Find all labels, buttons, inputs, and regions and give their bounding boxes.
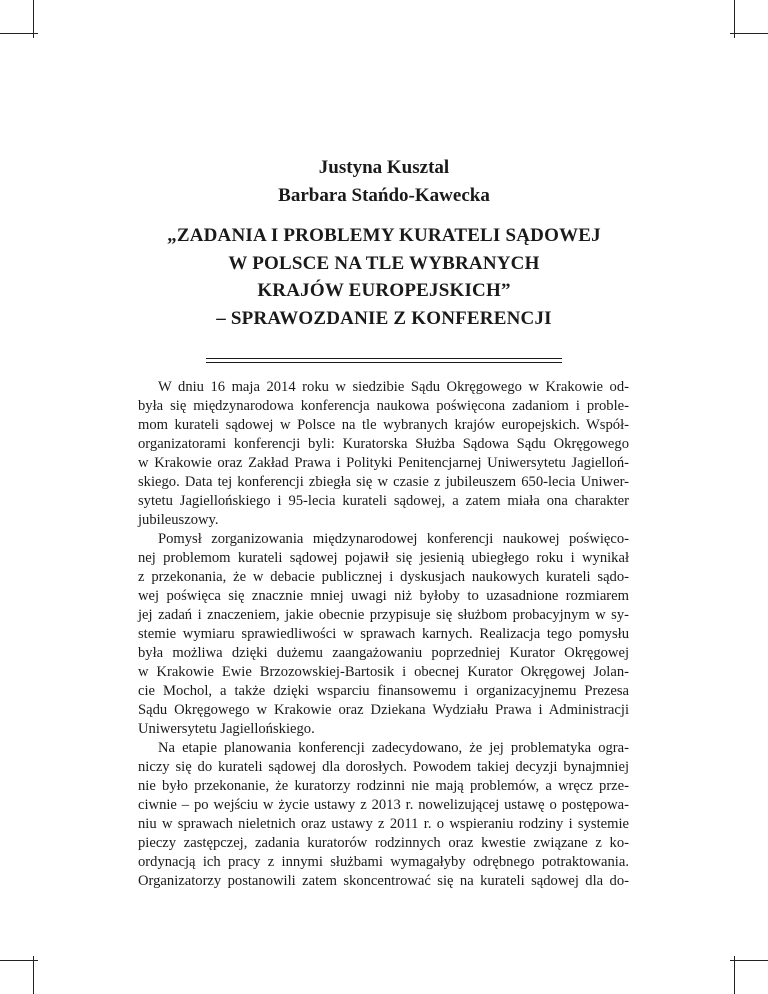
text-line: W dniu 16 maja 2014 roku w siedzibie Sądu Okręgowego w Krakowie od- [158, 379, 629, 395]
crop-mark [734, 956, 735, 994]
text-line: Sądu Okręgowego w Krakowie oraz Dziekana Wydziału Prawa i Administracji [138, 702, 629, 718]
text-line: wej poświęca się znacznie mniej uwagi niż byłoby to uzasadnione rozmiarem [138, 588, 629, 604]
text-line: Organizatorzy postanowili zatem skoncentrować się na kurateli sądowej dla do- [138, 873, 629, 889]
crop-mark [730, 33, 768, 34]
text-line: z przekonania, że w debacie publicznej i dyskusjach naukowych kurateli sądo- [138, 569, 629, 585]
text-line: organizatorami konferencji byli: Kuratorska Służba Sądowa Sądu Okręgowego [138, 436, 629, 452]
crop-mark [0, 33, 38, 34]
text-line: niczy się do kurateli sądowej dla dorosłych. Powodem takiej decyzji bynajmniej [138, 759, 629, 775]
title-line: „ZADANIA I PROBLEMY KURATELI SĄDOWEJ [167, 225, 601, 246]
text-line: Pomysł zorganizowania międzynarodowej konferencji naukowej poświęco- [158, 531, 629, 547]
text-line: nie było przekonanie, że kuratorzy rodzinni nie mają problemów, a wręcz prze- [138, 778, 629, 794]
paragraph [138, 378, 629, 530]
author-name: Justyna Kusztal [318, 157, 450, 178]
text-line: jej zadań i znaczeniem, jakie obecnie przypisuje się służbom probacyjnym w sy- [138, 607, 629, 623]
article-title [0, 222, 768, 332]
crop-mark [0, 960, 38, 961]
paragraph [138, 530, 629, 739]
text-line: w Krakowie Ewie Brzozowskiej-Bartosik i obecnej Kurator Okręgowej Jolan- [138, 664, 629, 680]
text-line: pieczy zastępczej, zadania kuratorów rodzinnych oraz kwestie związane z ko- [138, 835, 629, 851]
text-line: sytetu Jagiellońskiego i 95-lecia kurateli sądowej, a zatem miała ona charakter [138, 493, 629, 509]
text-line: nej problemom kurateli sądowej pojawił się jesienią ubiegłego roku i wynikał [138, 550, 629, 566]
text-line: jubileuszowy. [138, 512, 219, 528]
authors [0, 154, 768, 210]
title-line: KRAJÓW EUROPEJSKICH” [257, 280, 511, 301]
text-line: Uniwersytetu Jagiellońskiego. [138, 721, 315, 737]
crop-mark [730, 960, 768, 961]
author-name: Barbara Stańdo-Kawecka [278, 185, 490, 206]
crop-mark [33, 956, 34, 994]
title-line: W POLSCE NA TLE WYBRANYCH [228, 252, 540, 274]
text-line: była się międzynarodowa konferencja naukowa poświęcona zadaniom i proble- [138, 398, 629, 414]
title-line: – SPRAWOZDANIE Z KONFERENCJI [216, 307, 552, 329]
text-line: skiego. Data tej konferencji zbiegła się w czasie z jubileuszem 650-lecia Uniwer- [138, 474, 629, 490]
text-line: była możliwa dzięki dużemu zaangażowaniu poprzedniej Kurator Okręgowej [138, 645, 629, 661]
article-body [138, 378, 629, 891]
paragraph [138, 739, 629, 891]
title-divider [206, 358, 562, 359]
text-line: stemie wymiaru sprawiedliwości w sprawach karnych. Realizacja tego pomysłu [138, 626, 629, 642]
text-line: Na etapie planowania konferencji zadecydowano, że jej problematyka ogra- [158, 740, 629, 756]
text-line: ciwnie – po wejściu w życie ustawy z 2013 r. nowelizującej ustawę o postępowa- [138, 797, 629, 813]
text-line: ordynacją ich pracy z innymi służbami wymagałyby odrębnego potraktowania. [138, 854, 629, 870]
text-line: cie Mochol, a także dzięki wsparciu finansowemu i organizacyjnemu Prezesa [138, 683, 629, 699]
text-line: mom kurateli sądowej w Polsce na tle wybranych krajów europejskich. Współ- [138, 417, 629, 433]
text-line: niu w sprawach nieletnich oraz ustawy z 2011 r. o wspieraniu rodziny i systemie [138, 816, 629, 832]
text-line: w Krakowie oraz Zakład Prawa i Polityki Penitencjarnej Uniwersytetu Jagielloń- [138, 455, 629, 471]
title-divider [206, 362, 562, 363]
